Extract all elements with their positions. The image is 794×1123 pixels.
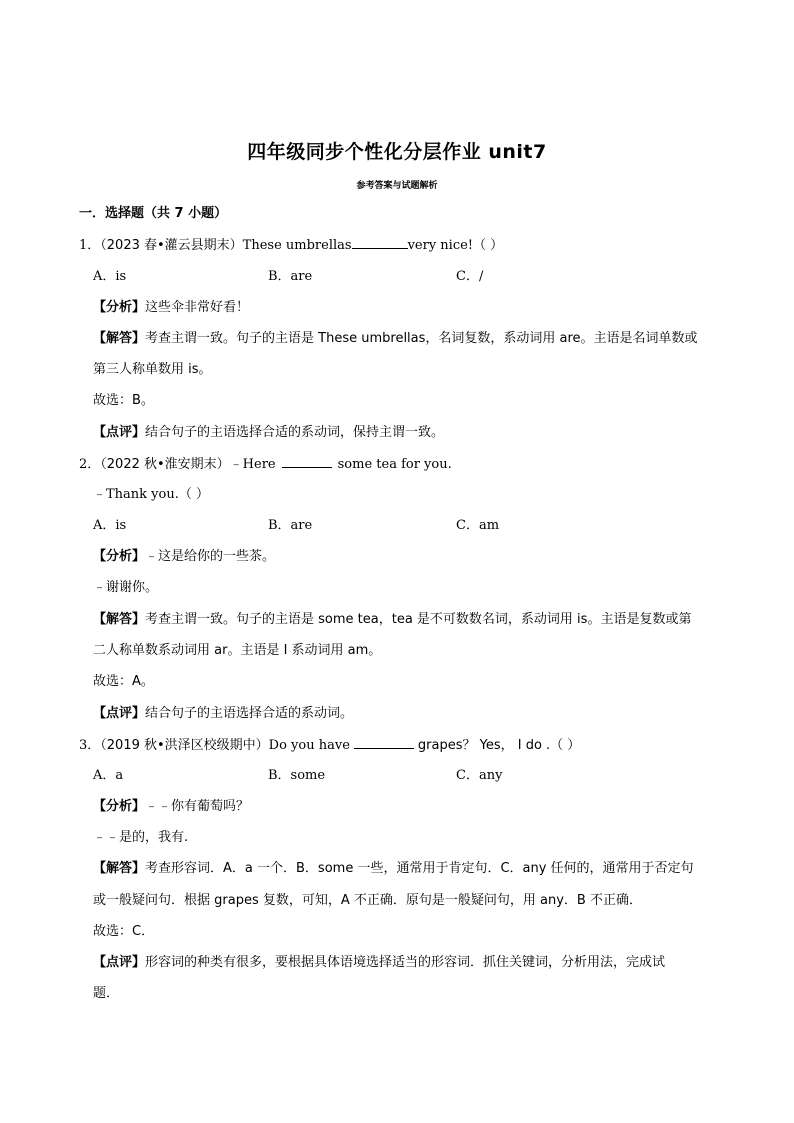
comment-text: 形容词的种类有很多，要根据具体语境选择适当的形容词．抓住关键词，分析用法，完成试: [145, 955, 666, 970]
comment-tag: 【点评】: [93, 425, 146, 440]
comment: [93, 705, 353, 723]
option-c: C．/: [456, 269, 484, 284]
answer: [93, 330, 698, 348]
answer-tag: 【解答】: [93, 612, 146, 627]
option-c: C．any: [456, 768, 503, 783]
question-2-stem-line2: ﹣Thank you.（ ）: [93, 487, 209, 502]
stem-part: very nice!（ ）: [407, 238, 504, 253]
question-number: 3．: [79, 738, 101, 753]
question-number: 1．: [79, 238, 101, 253]
analysis-text: 这些伞非常好看！: [145, 300, 250, 315]
choice: 故选：C．: [93, 924, 155, 939]
page-title: 四年级同步个性化分层作业 unit7: [247, 141, 547, 163]
analysis-text: ﹣﹣你有葡萄吗？: [145, 799, 250, 814]
answer-blank: [352, 236, 408, 249]
answer-text: 考查主谓一致。句子的主语是 These umbrellas，名词复数，系动词用 are。主语是名词单数或: [145, 331, 698, 346]
analysis: [93, 798, 249, 816]
answer-continued: 二人称单数系动词用 ar。主语是 I 系动词用 am。: [93, 643, 382, 658]
option-b: B．are: [268, 269, 313, 284]
analysis: [93, 299, 249, 317]
answer-blank: [282, 455, 332, 468]
comment-tag: 【点评】: [93, 706, 146, 721]
answer: [93, 611, 691, 629]
stem-part: ﹣Here: [229, 457, 276, 472]
comment: [93, 954, 665, 972]
choice: 故选：A。: [93, 674, 154, 689]
analysis-continued: ﹣谢谢你。: [93, 580, 159, 595]
question-3-stem: [79, 736, 580, 755]
stem-part: These umbrellas: [242, 238, 352, 253]
analysis-tag: 【分析】: [93, 799, 146, 814]
answer-blank: [354, 736, 414, 749]
question-number: 2．: [79, 457, 101, 472]
option-b: B．some: [268, 768, 326, 783]
option-a: A．a: [93, 768, 124, 783]
question-source: （2019 秋•洪泽区校级期中）: [100, 738, 269, 753]
page-subtitle: 参考答案与试题解析: [356, 181, 438, 191]
answer-text: 考查主谓一致。句子的主语是 some tea，tea 是不可数数名词，系动词用 is。主语是复数或第: [145, 612, 692, 627]
answer-text: 考查形容词．A．a 一个．B．some 一些，通常用于肯定句．C．any 任何的，通常用于否定句: [145, 861, 694, 876]
answer-tag: 【解答】: [93, 331, 146, 346]
choice: 故选：B。: [93, 393, 154, 408]
analysis: [93, 548, 275, 566]
comment: [93, 424, 444, 442]
comment-continued: 题．: [93, 986, 120, 1001]
comment-tag: 【点评】: [93, 955, 146, 970]
analysis-tag: 【分析】: [93, 549, 146, 564]
answer-tag: 【解答】: [93, 861, 146, 876]
answer-continued: 第三人称单数用 is。: [93, 362, 212, 377]
stem-part: Do you have: [268, 738, 350, 753]
question-source: （2022 秋•淮安期末）: [100, 457, 230, 472]
option-a: A．is: [93, 518, 127, 533]
stem-part: some tea for you.: [337, 457, 452, 472]
comment-text: 结合句子的主语选择合适的系动词。: [145, 706, 354, 721]
question-1-stem: [79, 236, 503, 255]
question-source: （2023 春•灌云县期末）: [100, 238, 243, 253]
option-c: C．am: [456, 518, 500, 533]
comment-text: 结合句子的主语选择合适的系动词，保持主谓一致。: [145, 425, 445, 440]
stem-part: grapes？ Yes， I do .（ ）: [417, 738, 581, 753]
analysis-continued: ﹣﹣是的，我有.: [93, 830, 189, 845]
analysis-text: ﹣这是给你的一些茶。: [145, 549, 276, 564]
option-a: A．is: [93, 269, 127, 284]
answer: [93, 860, 694, 878]
question-2-stem: [79, 455, 452, 474]
option-b: B．are: [268, 518, 313, 533]
section-heading: 一．选择题（共 7 小题）: [79, 206, 228, 221]
analysis-tag: 【分析】: [93, 300, 146, 315]
answer-continued: 或一般疑问句．根据 grapes 复数，可知，A 不正确．原句是一般疑问句，用 any．B 不正确．: [93, 893, 642, 908]
